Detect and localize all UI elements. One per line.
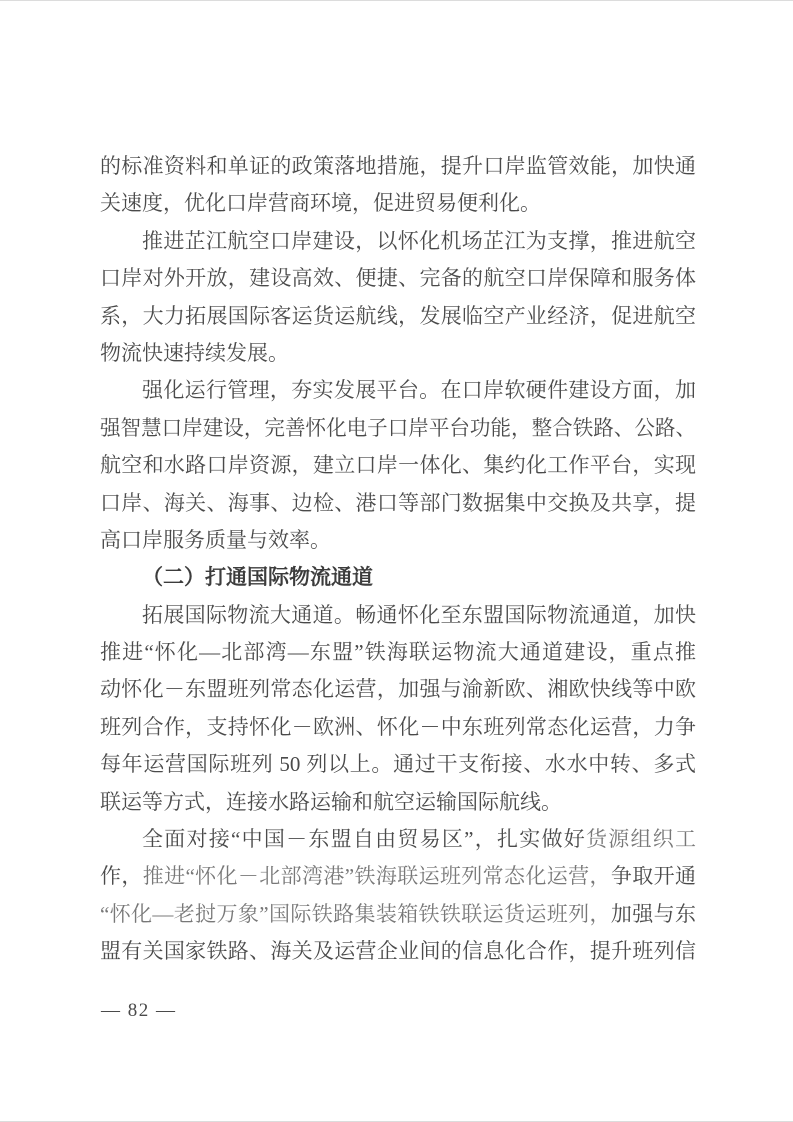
text-segment: 作， <box>100 864 143 889</box>
page-number: — 82 — <box>101 1000 177 1021</box>
text-line <box>100 896 696 933</box>
text-segment: 的标准资料和单证的政策落地措施，提升口岸监管效能，加快通 <box>100 154 696 178</box>
text-segment: 盟有关国家铁路、海关及运营企业间的信息化合作，提升班列信 <box>100 939 696 964</box>
text-segment: 加强与东 <box>610 901 697 926</box>
text-line <box>100 335 696 372</box>
text-line <box>100 298 696 335</box>
text-segment: 推进“怀化—北部湾—东盟”铁海联运物流大通道建设，重点推 <box>100 640 696 665</box>
text-segment: 推进芷江航空口岸建设，以怀化机场芷江为支撑，推进航空 <box>142 228 696 253</box>
text-segment: 口岸对外开放，建设高效、便捷、完备的航空口岸保障和服务体 <box>100 266 696 291</box>
text-line <box>100 522 696 559</box>
text-segment: 强智慧口岸建设，完善怀化电子口岸平台功能，整合铁路、公路、 <box>100 415 696 440</box>
text-line <box>100 671 696 708</box>
text-segment: 系，大力拓展国际客运货运航线，发展临空产业经济，促进航空 <box>100 303 696 328</box>
text-line <box>100 858 696 895</box>
text-line <box>100 709 696 746</box>
text-line <box>100 447 696 484</box>
text-segment: 物流快速持续发展。 <box>100 340 289 365</box>
text-line <box>100 372 696 409</box>
text-segment: 口岸、海关、海事、边检、港口等部门数据集中交换及共享，提 <box>100 490 696 515</box>
text-segment: 联运等方式，连接水路运输和航空运输国际航线。 <box>100 789 562 814</box>
text-segment: （二）打通国际物流通道 <box>142 565 373 590</box>
text-line <box>100 784 696 821</box>
text-segment: 争取开通 <box>610 864 697 889</box>
text-segment: 动怀化－东盟班列常态化运营，加强与渝新欧、湘欧快线等中欧 <box>100 677 696 702</box>
text-line <box>100 746 696 783</box>
text-segment: 货源组织工 <box>585 827 697 852</box>
page-footer <box>101 998 177 1024</box>
text-line <box>100 634 696 671</box>
text-segment: 每年运营国际班列 50 列以上。通过干支衔接、水水中转、多式 <box>100 752 696 777</box>
text-line <box>100 185 696 222</box>
section-heading <box>100 559 696 596</box>
text-line <box>100 410 696 447</box>
document-body <box>100 148 696 971</box>
text-line <box>100 933 696 970</box>
text-segment: 关速度，优化口岸营商环境，促进贸易便利化。 <box>100 191 541 216</box>
text-segment: 航空和水路口岸资源，建立口岸一体化、集约化工作平台，实现 <box>100 453 696 478</box>
text-segment: “怀化—老挝万象”国际铁路集装箱铁铁联运货运班列， <box>100 901 611 926</box>
text-segment: 高口岸服务质量与效率。 <box>100 527 331 552</box>
text-line <box>100 223 696 260</box>
text-segment: 推进“怀化－北部湾港”铁海联运班列常态化运营， <box>142 864 611 889</box>
text-segment: 班列合作，支持怀化－欧洲、怀化－中东班列常态化运营，力争 <box>100 714 696 739</box>
text-segment: 全面对接“中国－东盟自由贸易区”，扎实做好 <box>142 827 586 852</box>
text-line <box>100 148 696 185</box>
text-segment: 强化运行管理，夯实发展平台。在口岸软硬件建设方面，加 <box>142 378 696 403</box>
text-line <box>100 597 696 634</box>
text-line <box>100 485 696 522</box>
text-line <box>100 260 696 297</box>
text-segment: 拓展国际物流大通道。畅通怀化至东盟国际物流通道，加快 <box>142 602 696 627</box>
text-line <box>100 821 696 858</box>
